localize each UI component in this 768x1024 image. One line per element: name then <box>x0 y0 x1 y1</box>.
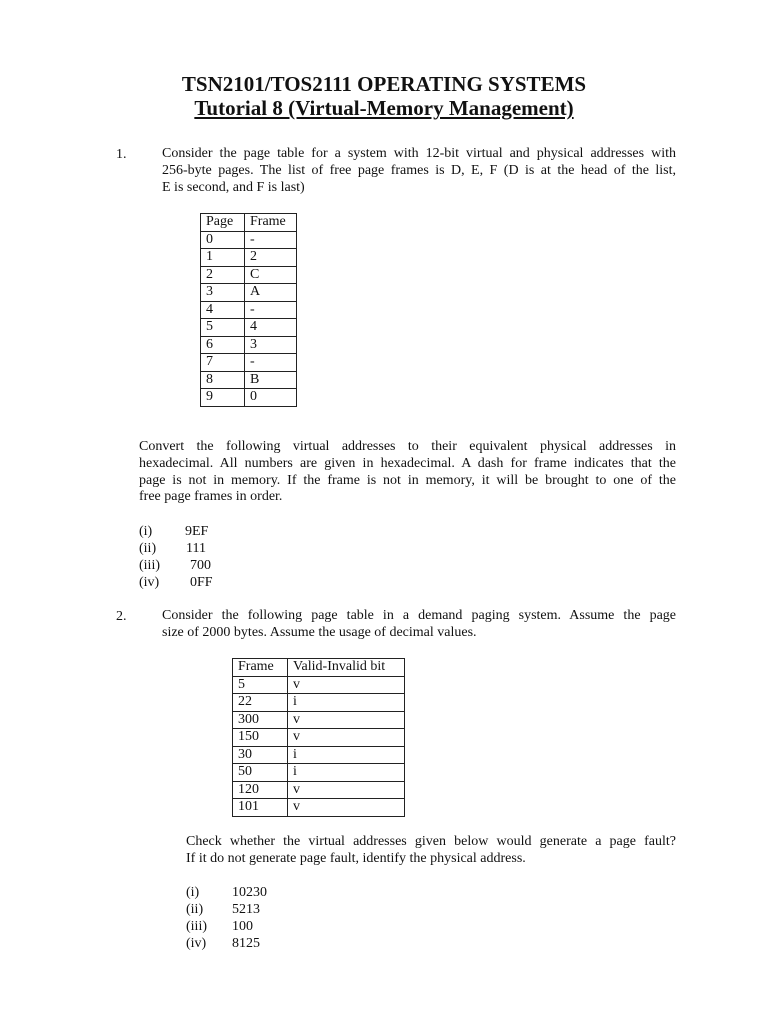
question-2-intro-line: size of 2000 bytes. Assume the usage of decimal values. <box>162 624 477 640</box>
valid-bit-cell: i <box>288 764 405 782</box>
page-cell: 1 <box>201 249 245 267</box>
table-row <box>233 729 405 747</box>
question-2-intro-line: Consider the following page table in a demand paging system. Assume the page <box>162 608 676 623</box>
table-header-row <box>233 659 405 677</box>
page-cell: 7 <box>201 354 245 372</box>
frame-cell: A <box>245 284 297 302</box>
tutorial-title: Tutorial 8 (Virtual-Memory Management) <box>194 96 574 120</box>
question-1-instruction-line: free page frames in order. <box>139 489 283 505</box>
item-label: (ii) <box>139 541 157 556</box>
frame-cell: B <box>245 371 297 389</box>
table-header-row <box>201 214 297 232</box>
item-value: 111 <box>186 541 206 556</box>
frame-cell: 3 <box>245 336 297 354</box>
frame-cell: 30 <box>233 746 288 764</box>
list-item <box>139 574 213 591</box>
item-label: (i) <box>139 524 153 539</box>
frame-cell: 5 <box>233 676 288 694</box>
list-item <box>186 935 267 952</box>
item-value: 10230 <box>232 885 267 900</box>
valid-bit-cell: v <box>288 781 405 799</box>
table-row <box>233 711 405 729</box>
column-header-valid-invalid: Valid-Invalid bit <box>288 659 405 677</box>
frame-cell: 2 <box>245 249 297 267</box>
valid-bit-cell: v <box>288 799 405 817</box>
list-item <box>186 918 267 935</box>
question-2-intro <box>162 608 676 642</box>
item-label: (iv) <box>186 936 207 951</box>
table-row <box>201 231 297 249</box>
item-label: (iv) <box>139 575 160 590</box>
page-cell: 4 <box>201 301 245 319</box>
table-row <box>233 746 405 764</box>
question-2-instructions <box>186 834 676 868</box>
list-item <box>139 523 213 540</box>
valid-bit-cell: i <box>288 746 405 764</box>
item-label: (ii) <box>186 902 204 917</box>
page-cell: 3 <box>201 284 245 302</box>
question-1-instruction-line: hexadecimal. All numbers are given in hexadecimal. A dash for frame indicates that the <box>139 455 676 471</box>
item-value: 700 <box>190 558 211 573</box>
table-row <box>201 389 297 407</box>
question-2-instruction-line: If it do not generate page fault, identify the physical address. <box>186 850 526 866</box>
valid-bit-cell: i <box>288 694 405 712</box>
list-item <box>186 901 267 918</box>
item-value: 8125 <box>232 936 260 951</box>
item-label: (i) <box>186 885 200 900</box>
question-1-intro-line: E is second, and F is last) <box>162 179 305 195</box>
question-1-instructions <box>139 439 676 506</box>
question-1-intro-line: Consider the page table for a system with 12-bit virtual and physical addresses with <box>162 146 676 161</box>
column-header-frame: Frame <box>233 659 288 677</box>
question-1-address-list <box>139 523 213 591</box>
frame-cell: - <box>245 231 297 249</box>
frame-cell: - <box>245 354 297 372</box>
frame-cell: 0 <box>245 389 297 407</box>
question-2-number: 2. <box>116 609 127 624</box>
page-cell: 2 <box>201 266 245 284</box>
page-cell: 0 <box>201 231 245 249</box>
frame-cell: 50 <box>233 764 288 782</box>
table-row <box>201 371 297 389</box>
table-row <box>201 266 297 284</box>
table-row <box>233 781 405 799</box>
document-title <box>0 72 768 120</box>
question-1-number: 1. <box>116 147 127 162</box>
course-title: TSN2101/TOS2111 OPERATING SYSTEMS <box>181 72 587 96</box>
table-row <box>201 301 297 319</box>
column-header-page: Page <box>201 214 245 232</box>
question-2-page-table <box>232 658 405 817</box>
question-2-instruction-line: Check whether the virtual addresses given below would generate a page fault? <box>186 834 676 849</box>
page-cell: 6 <box>201 336 245 354</box>
question-1-intro <box>162 146 676 196</box>
frame-cell: 22 <box>233 694 288 712</box>
table-row <box>201 336 297 354</box>
table-row <box>233 694 405 712</box>
question-1-instruction-line: Convert the following virtual addresses to their equivalent physical addresses in <box>139 439 676 454</box>
valid-bit-cell: v <box>288 711 405 729</box>
item-label: (iii) <box>139 558 160 573</box>
frame-cell: 120 <box>233 781 288 799</box>
valid-bit-cell: v <box>288 676 405 694</box>
table-row <box>201 319 297 337</box>
table-row <box>233 676 405 694</box>
frame-cell: 101 <box>233 799 288 817</box>
list-item <box>186 884 267 901</box>
frame-cell: C <box>245 266 297 284</box>
question-1-intro-line: 256-byte pages. The list of free page frames is D, E, F (D is at the head of the list, <box>162 162 676 178</box>
item-value: 0FF <box>190 575 213 590</box>
page-cell: 9 <box>201 389 245 407</box>
frame-cell: 150 <box>233 729 288 747</box>
table-row <box>201 354 297 372</box>
item-value: 100 <box>232 919 253 934</box>
list-item <box>139 540 213 557</box>
page-cell: 8 <box>201 371 245 389</box>
question-1-instruction-line: page is not in memory. If the frame is not in memory, it will be brought to one of the <box>139 472 676 488</box>
question-1-page-table <box>200 213 297 407</box>
frame-cell: 300 <box>233 711 288 729</box>
page-cell: 5 <box>201 319 245 337</box>
list-item <box>139 557 213 574</box>
column-header-frame: Frame <box>245 214 297 232</box>
table-row <box>201 284 297 302</box>
item-value: 5213 <box>232 902 260 917</box>
question-2-address-list <box>186 884 267 952</box>
table-row <box>201 249 297 267</box>
table-row <box>233 799 405 817</box>
table-row <box>233 764 405 782</box>
item-value: 9EF <box>185 524 209 539</box>
valid-bit-cell: v <box>288 729 405 747</box>
frame-cell: - <box>245 301 297 319</box>
item-label: (iii) <box>186 919 207 934</box>
frame-cell: 4 <box>245 319 297 337</box>
